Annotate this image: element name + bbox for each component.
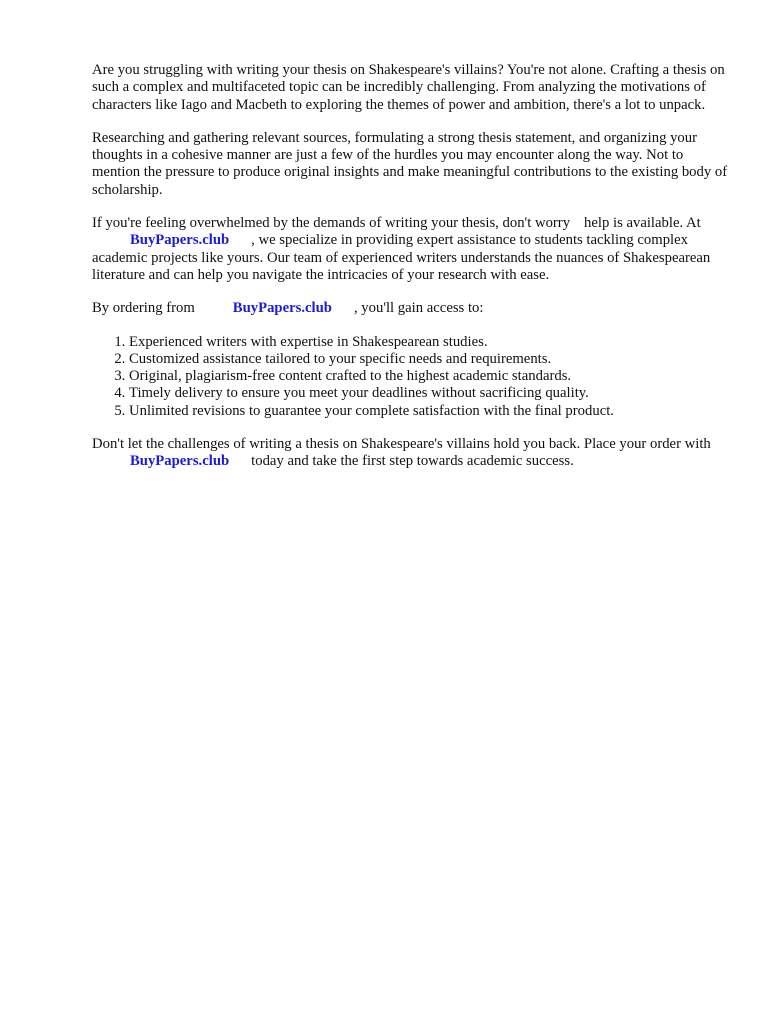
list-item: 3. Original, plagiarism-free content crafted to the highest academic standards.: [129, 368, 732, 385]
list-item: 2. Customized assistance tailored to your specific needs and requirements.: [129, 351, 732, 368]
challenges-paragraph: Researching and gathering relevant sources, formulating a strong thesis statement, and organizing your thoughts in a cohesive manner are just a few of the hurdles you may encounter along the way. Not to mention the pressure to produce original insights and make meaningful contributions to the existing body of scholarship.: [92, 129, 728, 198]
help-paragraph-start: If you're feeling overwhelmed by the demands of writing your thesis, don't worry: [92, 215, 571, 232]
list-item: 4. Timely delivery to ensure you meet your deadlines without sacrificing quality.: [129, 385, 732, 402]
benefits-list: [92, 334, 732, 420]
intro-paragraph: Are you struggling with writing your thesis on Shakespeare's villains? You're not alone. Crafting a thesis on such a complex and multifaceted topic can be incredibly challenging. From analyzing the motivations of characters like Iago and Macbeth to exploring the themes of power and ambition, there's a lot to unpack.: [92, 62, 725, 113]
closing-paragraph-start: Don't let the challenges of writing a thesis on Shakespeare's villains hold you back. Place your order with: [92, 436, 711, 453]
help-paragraph-mid: help is available. At: [584, 215, 701, 232]
list-item: 5. Unlimited revisions to guarantee your complete satisfaction with the final product.: [129, 403, 732, 420]
buypapers-link-3[interactable]: BuyPapers.club: [130, 453, 230, 470]
help-paragraph-end: , we specialize in providing expert assistance to students tackling complex academic projects like yours. Our team of experienced writers understands the nuances of Shakespearean literature and can help you navigate the intricacies of your research with ease.: [92, 232, 711, 283]
closing-paragraph: [92, 436, 732, 471]
buypapers-link-2[interactable]: BuyPapers.club: [232, 300, 332, 317]
buypapers-link-1[interactable]: BuyPapers.club: [130, 232, 230, 249]
help-paragraph: [92, 215, 732, 284]
closing-paragraph-end: today and take the first step towards academic success.: [251, 453, 574, 470]
list-item: 1. Experienced writers with expertise in Shakespearean studies.: [129, 334, 732, 351]
ordering-paragraph-start: By ordering from: [92, 300, 195, 317]
ordering-paragraph: [92, 300, 732, 317]
document-page: [92, 62, 732, 487]
ordering-paragraph-end: , you'll gain access to:: [353, 300, 484, 317]
